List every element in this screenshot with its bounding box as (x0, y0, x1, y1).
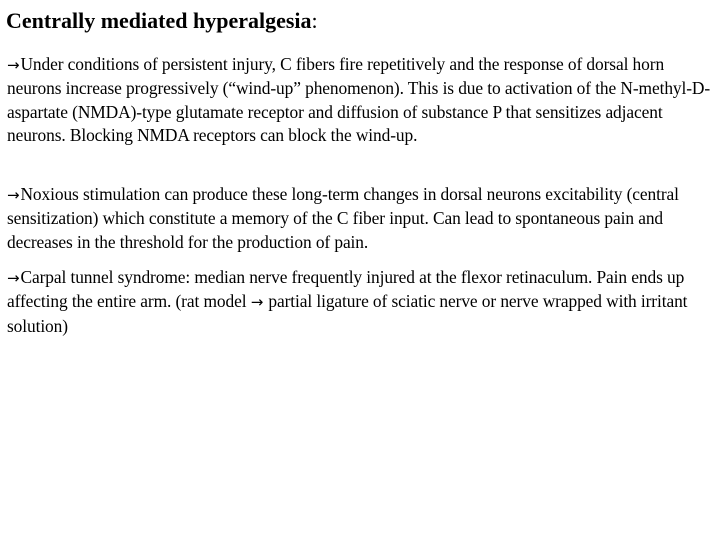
right-arrow-icon: → (7, 56, 20, 74)
title-text: Centrally mediated hyperalgesia (6, 8, 312, 33)
title-colon: : (311, 8, 318, 33)
bullet-paragraph-carpal-tunnel (7, 266, 715, 338)
slide-title (6, 7, 318, 35)
inline-right-arrow-icon: → (250, 293, 264, 312)
bullet-paragraph-central-sensitization (7, 183, 715, 254)
paragraph-text-start: Carpal tunnel syndrome: median nerve frequently injured at the flexor retinaculum. Pain ends up affecting the entire arm. (rat model (7, 267, 685, 312)
bullet-paragraph-wind-up (7, 53, 715, 148)
paragraph-text: Under conditions of persistent injury, C fibers fire repetitively and the response of dorsal horn neurons increase progressively (“wind-up” phenomenon). This is due to activation of the N-methyl-D-aspartate (NMDA)-type glutamate receptor and diffusion of substance P that sensitizes adjacent neurons. Blocking NMDA receptors can block the wind-up. (7, 54, 711, 146)
right-arrow-icon: → (7, 269, 20, 287)
paragraph-text-end: partial ligature of sciatic nerve or nerve wrapped with irritant solution) (7, 291, 688, 336)
paragraph-text: Noxious stimulation can produce these long-term changes in dorsal neurons excitability (central sensitization) which constitute a memory of the C fiber input. Can lead to spontaneous pain and decreases in the threshold for the production of pain. (7, 184, 679, 252)
right-arrow-icon: → (7, 186, 20, 204)
